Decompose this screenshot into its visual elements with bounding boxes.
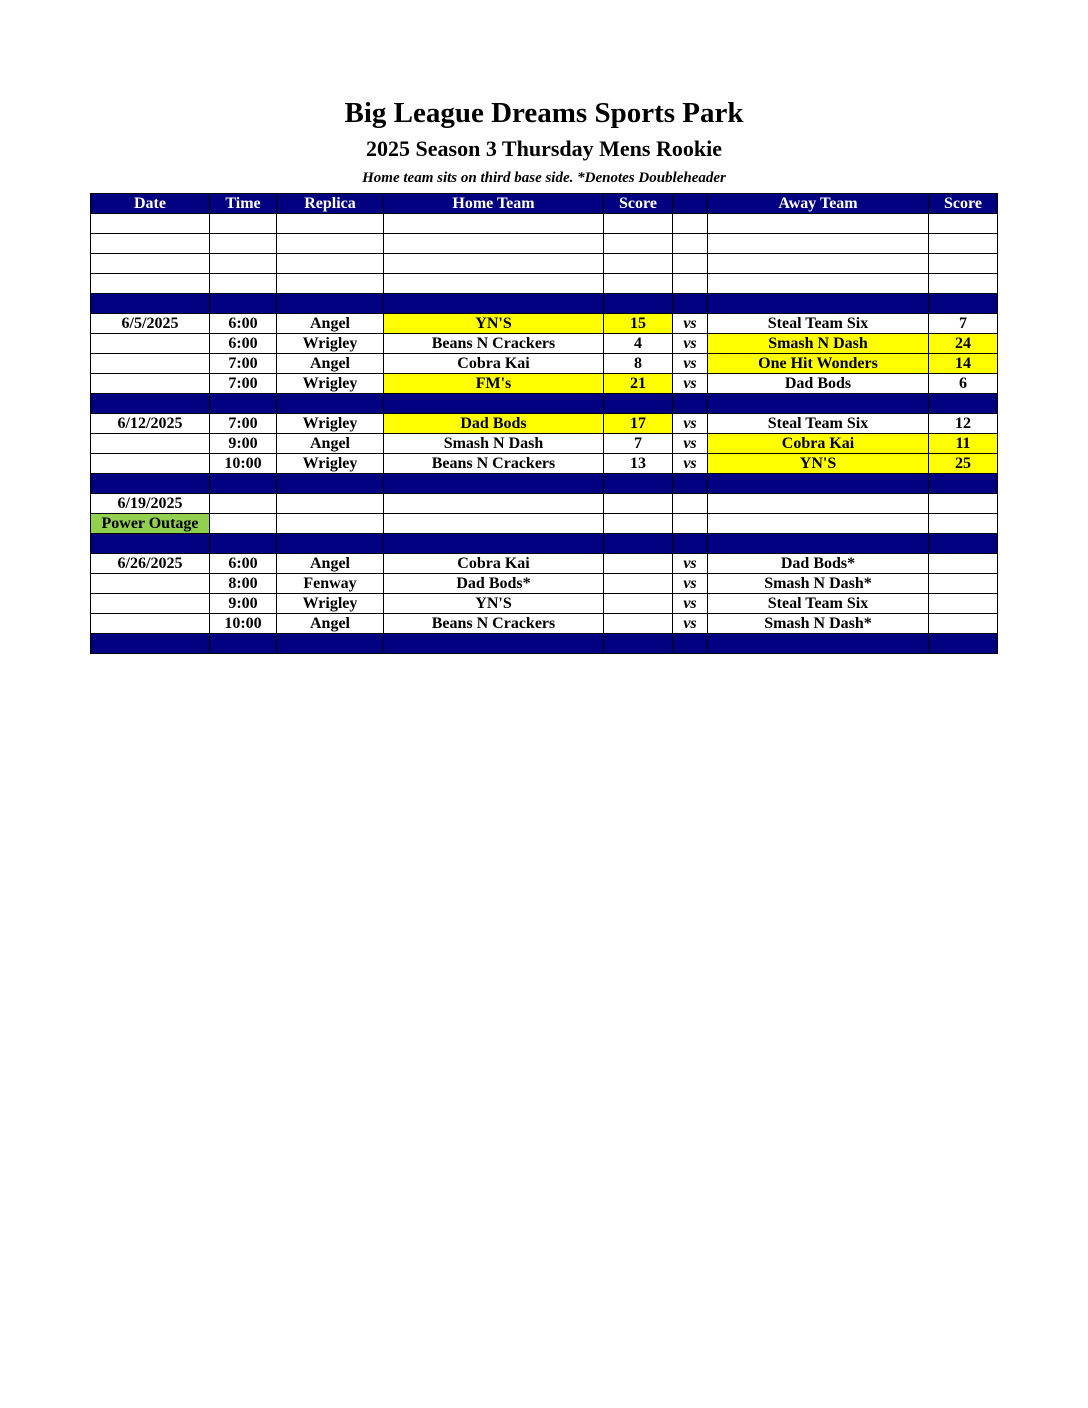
- away-team-cell: Smash N Dash*: [708, 574, 929, 594]
- time-cell: [210, 394, 277, 414]
- home-team-cell: YN'S: [384, 314, 604, 334]
- blank-row: [91, 274, 998, 294]
- away-score-cell: [929, 534, 998, 554]
- date-cell: [91, 234, 210, 254]
- home-score-cell: [604, 254, 673, 274]
- field-cell: Angel: [277, 354, 384, 374]
- away-team-cell: [708, 514, 929, 534]
- game-row: [91, 514, 998, 534]
- home-score-cell: [604, 574, 673, 594]
- home-team-cell: Cobra Kai: [384, 354, 604, 374]
- time-cell: 9:00: [210, 434, 277, 454]
- away-team-cell: Cobra Kai: [708, 434, 929, 454]
- field-cell: Wrigley: [277, 334, 384, 354]
- col-header-away-team: Away Team: [708, 194, 929, 214]
- home-score-cell: [604, 614, 673, 634]
- field-cell: Angel: [277, 554, 384, 574]
- away-score-cell: 11: [929, 434, 998, 454]
- separator-row: [91, 394, 998, 414]
- home-score-cell: [604, 554, 673, 574]
- home-team-cell: YN'S: [384, 594, 604, 614]
- away-score-cell: [929, 554, 998, 574]
- time-cell: 10:00: [210, 614, 277, 634]
- home-score-cell: [604, 294, 673, 314]
- vs-cell: [673, 494, 708, 514]
- field-cell: Wrigley: [277, 594, 384, 614]
- home-score-cell: [604, 234, 673, 254]
- home-score-cell: [604, 274, 673, 294]
- field-cell: [277, 634, 384, 654]
- field-cell: Wrigley: [277, 414, 384, 434]
- time-cell: [210, 634, 277, 654]
- away-score-cell: 7: [929, 314, 998, 334]
- home-team-cell: [384, 294, 604, 314]
- home-team-cell: [384, 254, 604, 274]
- field-cell: Wrigley: [277, 454, 384, 474]
- away-team-cell: Smash N Dash*: [708, 614, 929, 634]
- date-cell: [91, 634, 210, 654]
- away-score-cell: [929, 474, 998, 494]
- away-score-cell: [929, 274, 998, 294]
- time-cell: [210, 254, 277, 274]
- game-row: [91, 314, 998, 334]
- away-team-cell: Steal Team Six: [708, 414, 929, 434]
- separator-row: [91, 634, 998, 654]
- vs-cell: vs: [673, 554, 708, 574]
- away-score-cell: 14: [929, 354, 998, 374]
- game-row: [91, 574, 998, 594]
- col-header-vs: [673, 194, 708, 214]
- home-score-cell: [604, 634, 673, 654]
- home-score-cell: 17: [604, 414, 673, 434]
- home-score-cell: [604, 534, 673, 554]
- home-score-cell: 13: [604, 454, 673, 474]
- away-team-cell: [708, 494, 929, 514]
- blank-row: [91, 234, 998, 254]
- separator-row: [91, 294, 998, 314]
- field-cell: [277, 214, 384, 234]
- home-team-cell: [384, 214, 604, 234]
- field-cell: Wrigley: [277, 374, 384, 394]
- away-team-cell: [708, 534, 929, 554]
- time-cell: 7:00: [210, 414, 277, 434]
- vs-cell: [673, 514, 708, 534]
- time-cell: [210, 494, 277, 514]
- home-team-cell: [384, 494, 604, 514]
- home-team-cell: [384, 474, 604, 494]
- home-score-cell: 8: [604, 354, 673, 374]
- time-cell: [210, 294, 277, 314]
- time-cell: 7:00: [210, 374, 277, 394]
- home-team-cell: Smash N Dash: [384, 434, 604, 454]
- away-score-cell: 24: [929, 334, 998, 354]
- date-cell: [91, 254, 210, 274]
- vs-cell: vs: [673, 614, 708, 634]
- home-team-cell: [384, 234, 604, 254]
- away-team-cell: Steal Team Six: [708, 594, 929, 614]
- date-cell: [91, 574, 210, 594]
- col-header-time: Time: [210, 194, 277, 214]
- home-score-cell: [604, 514, 673, 534]
- game-row: [91, 434, 998, 454]
- time-cell: [210, 274, 277, 294]
- home-team-cell: Cobra Kai: [384, 554, 604, 574]
- home-team-cell: Beans N Crackers: [384, 334, 604, 354]
- time-cell: 6:00: [210, 314, 277, 334]
- vs-cell: [673, 234, 708, 254]
- game-row: [91, 354, 998, 374]
- game-row: [91, 414, 998, 434]
- date-cell: [91, 434, 210, 454]
- field-cell: [277, 234, 384, 254]
- home-score-cell: [604, 214, 673, 234]
- away-score-cell: [929, 214, 998, 234]
- away-team-cell: Dad Bods*: [708, 554, 929, 574]
- schedule-note: Home team sits on third base side. *Denotes Doubleheader: [362, 170, 726, 186]
- col-header-away-score: Score: [929, 194, 998, 214]
- vs-cell: [673, 634, 708, 654]
- header-row: [91, 194, 998, 214]
- away-team-cell: [708, 474, 929, 494]
- away-score-cell: [929, 494, 998, 514]
- vs-cell: [673, 394, 708, 414]
- time-cell: 10:00: [210, 454, 277, 474]
- home-score-cell: 21: [604, 374, 673, 394]
- home-score-cell: [604, 474, 673, 494]
- field-cell: [277, 514, 384, 534]
- field-cell: Angel: [277, 314, 384, 334]
- blank-row: [91, 254, 998, 274]
- date-cell: Power Outage: [91, 514, 210, 534]
- date-cell: [91, 474, 210, 494]
- away-team-cell: Dad Bods: [708, 374, 929, 394]
- game-row: [91, 374, 998, 394]
- time-cell: [210, 534, 277, 554]
- vs-cell: vs: [673, 314, 708, 334]
- col-header-date: Date: [91, 194, 210, 214]
- time-cell: [210, 234, 277, 254]
- away-team-cell: [708, 274, 929, 294]
- away-score-cell: 6: [929, 374, 998, 394]
- date-cell: [91, 594, 210, 614]
- home-score-cell: 15: [604, 314, 673, 334]
- away-score-cell: [929, 234, 998, 254]
- vs-cell: vs: [673, 334, 708, 354]
- date-cell: [91, 214, 210, 234]
- field-cell: [277, 474, 384, 494]
- vs-cell: [673, 254, 708, 274]
- away-team-cell: [708, 254, 929, 274]
- vs-cell: vs: [673, 574, 708, 594]
- away-team-cell: [708, 634, 929, 654]
- away-score-cell: [929, 614, 998, 634]
- time-cell: 6:00: [210, 554, 277, 574]
- home-team-cell: [384, 514, 604, 534]
- field-cell: Angel: [277, 614, 384, 634]
- date-cell: [91, 334, 210, 354]
- field-cell: [277, 494, 384, 514]
- field-cell: [277, 254, 384, 274]
- away-team-cell: [708, 234, 929, 254]
- field-cell: Angel: [277, 434, 384, 454]
- col-header-home-score: Score: [604, 194, 673, 214]
- date-cell: [91, 614, 210, 634]
- away-score-cell: 25: [929, 454, 998, 474]
- date-cell: [91, 274, 210, 294]
- home-team-cell: Beans N Crackers: [384, 454, 604, 474]
- home-team-cell: [384, 394, 604, 414]
- separator-row: [91, 474, 998, 494]
- schedule-table: [90, 193, 998, 654]
- field-cell: [277, 394, 384, 414]
- vs-cell: [673, 274, 708, 294]
- home-team-cell: [384, 534, 604, 554]
- field-cell: [277, 534, 384, 554]
- away-score-cell: [929, 594, 998, 614]
- vs-cell: [673, 294, 708, 314]
- blank-row: [91, 214, 998, 234]
- page-subtitle: 2025 Season 3 Thursday Mens Rookie: [366, 136, 722, 161]
- vs-cell: vs: [673, 354, 708, 374]
- home-team-cell: [384, 274, 604, 294]
- away-team-cell: YN'S: [708, 454, 929, 474]
- date-cell: [91, 534, 210, 554]
- away-team-cell: One Hit Wonders: [708, 354, 929, 374]
- vs-cell: vs: [673, 374, 708, 394]
- game-row: [91, 494, 998, 514]
- page-title: Big League Dreams Sports Park: [344, 97, 744, 129]
- field-cell: Fenway: [277, 574, 384, 594]
- date-cell: 6/19/2025: [91, 494, 210, 514]
- away-team-cell: [708, 394, 929, 414]
- col-header-home-team: Home Team: [384, 194, 604, 214]
- game-row: [91, 454, 998, 474]
- time-cell: 8:00: [210, 574, 277, 594]
- date-cell: [91, 394, 210, 414]
- game-row: [91, 594, 998, 614]
- game-row: [91, 334, 998, 354]
- date-cell: [91, 354, 210, 374]
- date-cell: 6/12/2025: [91, 414, 210, 434]
- separator-row: [91, 534, 998, 554]
- date-cell: 6/26/2025: [91, 554, 210, 574]
- time-cell: 7:00: [210, 354, 277, 374]
- away-score-cell: [929, 294, 998, 314]
- vs-cell: [673, 474, 708, 494]
- away-team-cell: [708, 214, 929, 234]
- home-team-cell: Dad Bods*: [384, 574, 604, 594]
- game-row: [91, 614, 998, 634]
- home-team-cell: FM's: [384, 374, 604, 394]
- home-team-cell: [384, 634, 604, 654]
- away-score-cell: [929, 574, 998, 594]
- field-cell: [277, 294, 384, 314]
- time-cell: 9:00: [210, 594, 277, 614]
- col-header-replica: Replica: [277, 194, 384, 214]
- away-score-cell: [929, 254, 998, 274]
- time-cell: [210, 474, 277, 494]
- away-score-cell: [929, 634, 998, 654]
- time-cell: 6:00: [210, 334, 277, 354]
- away-score-cell: [929, 514, 998, 534]
- away-team-cell: [708, 294, 929, 314]
- away-score-cell: [929, 394, 998, 414]
- away-score-cell: 12: [929, 414, 998, 434]
- date-cell: 6/5/2025: [91, 314, 210, 334]
- game-row: [91, 554, 998, 574]
- vs-cell: [673, 214, 708, 234]
- date-cell: [91, 294, 210, 314]
- home-score-cell: 7: [604, 434, 673, 454]
- home-score-cell: 4: [604, 334, 673, 354]
- time-cell: [210, 514, 277, 534]
- vs-cell: [673, 534, 708, 554]
- home-score-cell: [604, 594, 673, 614]
- home-team-cell: Beans N Crackers: [384, 614, 604, 634]
- away-team-cell: Smash N Dash: [708, 334, 929, 354]
- vs-cell: vs: [673, 434, 708, 454]
- home-score-cell: [604, 494, 673, 514]
- home-team-cell: Dad Bods: [384, 414, 604, 434]
- vs-cell: vs: [673, 454, 708, 474]
- home-score-cell: [604, 394, 673, 414]
- date-cell: [91, 454, 210, 474]
- field-cell: [277, 274, 384, 294]
- vs-cell: vs: [673, 594, 708, 614]
- date-cell: [91, 374, 210, 394]
- time-cell: [210, 214, 277, 234]
- away-team-cell: Steal Team Six: [708, 314, 929, 334]
- vs-cell: vs: [673, 414, 708, 434]
